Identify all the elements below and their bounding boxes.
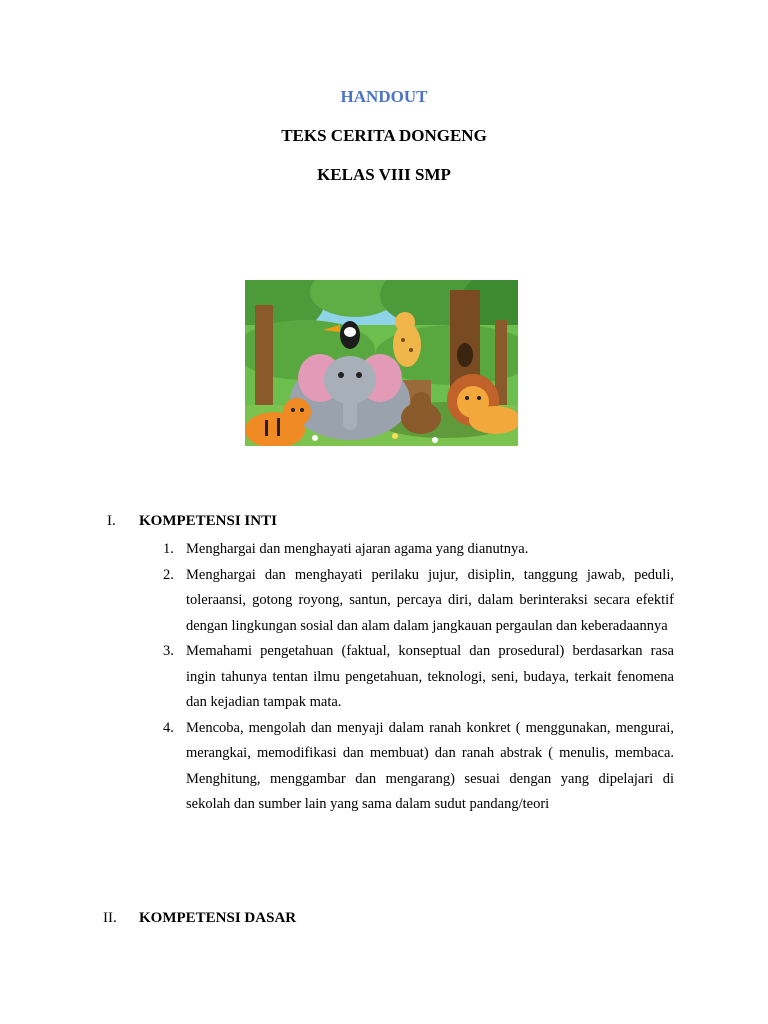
list-item-text: Mencoba, mengolah dan menyaji dalam ranah konkret ( menggunakan, mengurai, merangkai, memodifikasi dan membuat) dan ranah abstrak ( menulis, membaca. Menghitung, menggambar dan mengarang) sesuai dengan yang dipelajari di sekolah dan sumber lain yang sama dalam sudut pandang/teori: [186, 719, 674, 812]
list-item-text: Menghargai dan menghayati perilaku jujur, disiplin, tanggung jawab, peduli, toleraansi, gotong royong, santun, percaya diri, dalam berinteraksi secara efektif dengan lingkungan sosial dan alam dalam jangkauan pergaulan dan keberadaannya: [186, 566, 674, 634]
list-item-number: 4.: [163, 719, 174, 736]
section-2-title: KOMPETENSI DASAR: [139, 910, 297, 926]
list-item: [160, 563, 674, 640]
list-item: [160, 639, 674, 716]
list-item-number: 3.: [163, 643, 174, 659]
section-1-title: KOMPETENSI INTI: [139, 513, 277, 529]
kompetensi-inti-list: [160, 537, 674, 818]
list-item: [160, 537, 674, 563]
section-1-number: I.: [107, 513, 116, 529]
document-subtitle: KELAS VIII SMP: [317, 165, 451, 184]
list-item: [160, 716, 674, 818]
list-item-text: Menghargai dan menghayati ajaran agama yang dianutnya.: [186, 541, 529, 557]
document-title: TEKS CERITA DONGENG: [281, 126, 487, 145]
list-item-number: 2.: [163, 566, 174, 583]
jungle-animals-illustration: [245, 280, 518, 446]
list-item-number: 1.: [163, 541, 174, 557]
list-item-text: Memahami pengetahuan (faktual, konseptual dan prosedural) berdasarkan rasa ingin tahunya tentan ilmu pengetahuan, teknologi, seni, budaya, terkait fenomena dan kejadian tampak mata.: [186, 643, 674, 710]
section-2-number: II.: [103, 910, 117, 926]
handout-label: HANDOUT: [340, 87, 428, 106]
